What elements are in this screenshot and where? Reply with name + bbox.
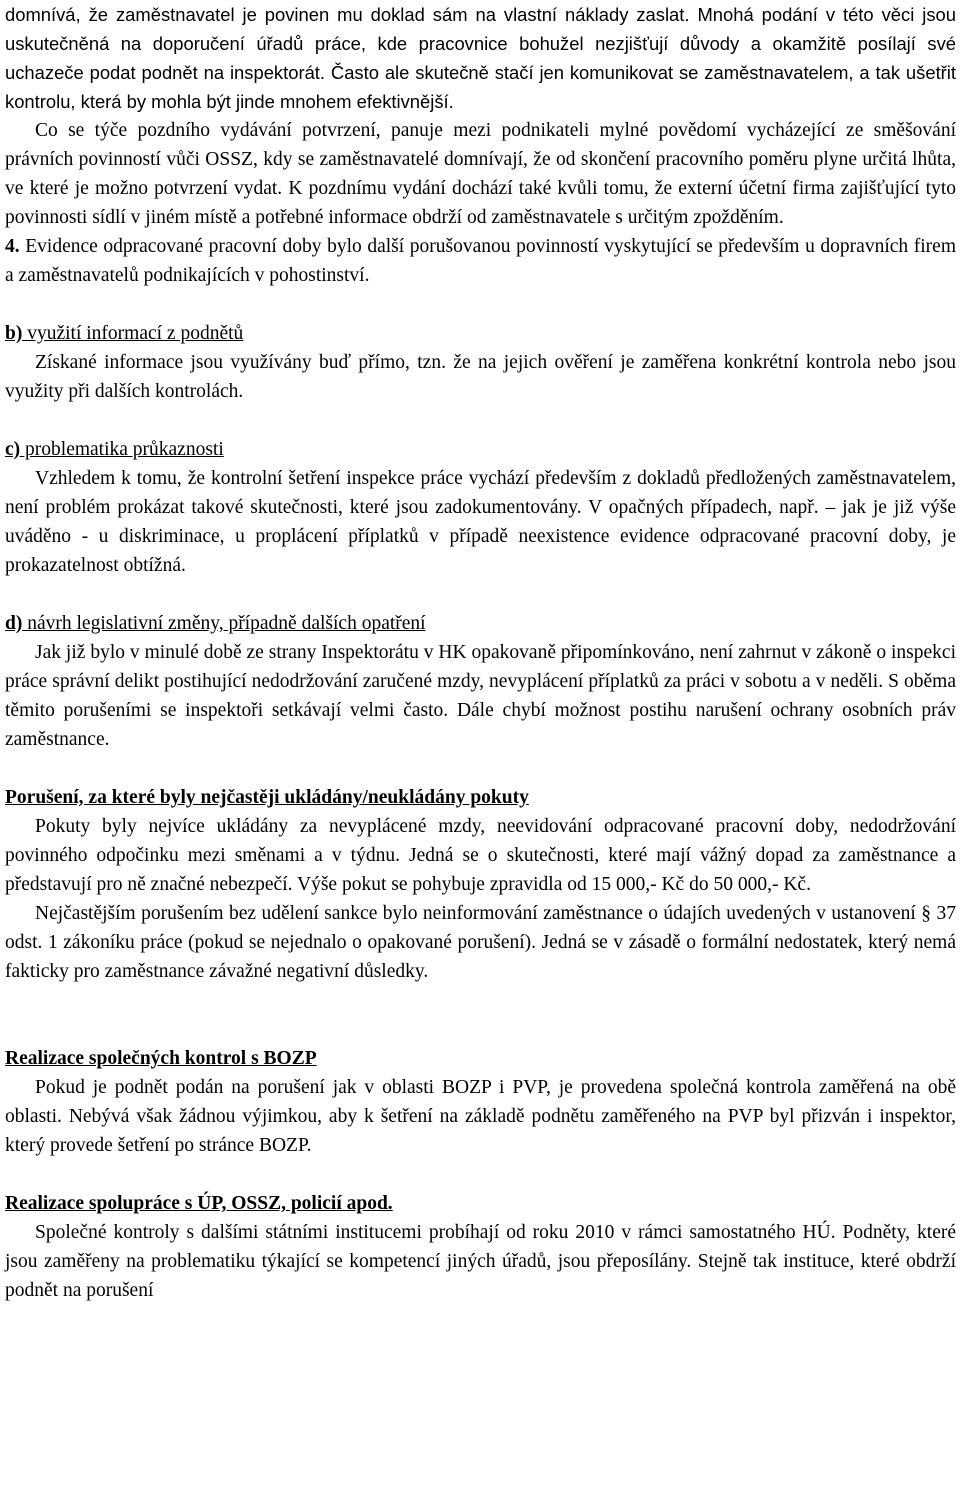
spacer (5, 986, 956, 1044)
spacer (5, 580, 956, 609)
section-d-title: návrh legislativní změny, případně dalších opatření (22, 613, 426, 634)
intro-paragraph: domnívá, že zaměstnavatel je povinen mu doklad sám na vlastní náklady zaslat. Mnohá podání v této věci jsou uskutečněná na doporučení úřadů práce, kde pracovnice bohužel nezjišťují důvody a okamžitě posílají své uchazeče podat podnět na inspektorát. Často ale skutečně stačí jen komunikovat se zaměstnavatelem, a tak ušetřit kontrolu, která by mohla být jinde mnohem efektivnější. (5, 4, 956, 112)
section-c-text: Vzhledem k tomu, že kontrolní šetření inspekce práce vychází především z dokladů předložených zaměstnavatelem, není problém prokázat takové skutečnosti, které jsou zadokumentovány. V opačných případech, např. – jak je již výše uváděno - u diskriminace, u proplácení příplatků v případě neexistence evidence odpracované pracovní doby, je prokazatelnost obtížná. (5, 468, 956, 576)
section-b-letter: b) (5, 323, 23, 344)
spacer (5, 754, 956, 783)
cooperation-heading: Realizace spolupráce s ÚP, OSSZ, policií apod. (5, 1193, 393, 1214)
fines-text-2: Nejčastějším porušením bez udělení sankce bylo neinformování zaměstnance o údajích uvedených v ustanovení § 37 odst. 1 zákoníku práce (pokud se nejednalo o opakované porušení). Jedná se v zásadě o formální nedostatek, který nemá fakticky pro zaměstnance závažné negativní důsledky. (5, 903, 956, 982)
cooperation-text: Společné kontroly s dalšími státními institucemi probíhají od roku 2010 v rámci samostatného HÚ. Podněty, které jsou zaměřeny na problematiku týkající se kompetencí jiných úřadů, jsou přeposílány. Stejně tak instituce, které obdrží podnět na porušení (5, 1222, 956, 1301)
section-c-letter: c) (5, 439, 21, 460)
bozp-text: Pokud je podnět podán na porušení jak v oblasti BOZP i PVP, je provedena společná kontrola zaměřená na obě oblasti. Nebývá však žádnou výjimkou, aby k šetření na základě podnětu zaměřeného na PVP byl přizván i inspektor, který provede šetření po stránce BOZP. (5, 1077, 956, 1156)
spacer (5, 1160, 956, 1189)
section-c-heading (5, 435, 956, 464)
fines-text-1: Pokuty byly nejvíce ukládány za nevyplácené mzdy, neevidování odpracované pracovní doby, nedodržování povinného odpočinku mezi směnami a v týdnu. Jedná se o skutečnosti, které mají vážný dopad za zaměstnance a představují pro ně značné nebezpečí. Výše pokut se pohybuje zpravidla od 15 000,- Kč do 50 000,- Kč. (5, 816, 956, 895)
fines-heading: Porušení, za které byly nejčastěji ukládány/neukládány pokuty (5, 787, 529, 808)
section-d-text: Jak již bylo v minulé době ze strany Inspektorátu v HK opakovaně připomínkováno, není zahrnut v zákoně o inspekci práce správní delikt postihující nedodržování zaručené mzdy, nevyplácení příplatků za práci v sobotu a v neděli. S oběma těmito porušeními se inspektoři setkávají velmi často. Dále chybí možnost postihu narušení ochrany osobních práv zaměstnance. (5, 642, 956, 750)
section-b-title: využití informací z podnětů (22, 323, 244, 344)
section-c-title: problematika průkaznosti (20, 439, 224, 460)
item-4-paragraph (5, 232, 956, 290)
late-confirmation-paragraph: Co se týče pozdního vydávání potvrzení, panuje mezi podnikateli mylné povědomí vycházející ze směšování právních povinností vůči OSSZ, kdy se zaměstnavatelé domnívají, že od skončení pracovního poměru plyne určitá lhůta, ve které je možno potvrzení vydat. K pozdnímu vydání dochází také kvůli tomu, že externí účetní firma zajišťující tyto povinnosti sídlí v jiném místě a potřebné informace obdrží od zaměstnavatele s určitým zpožděním. (5, 120, 956, 228)
section-d-letter: d) (5, 613, 23, 634)
section-b-heading (5, 319, 956, 348)
section-d-heading (5, 609, 956, 638)
spacer (5, 290, 956, 319)
section-b-text: Získané informace jsou využívány buď přímo, tzn. že na jejich ověření je zaměřena konkrétní kontrola nebo jsou využity při dalších kontrolách. (5, 352, 956, 402)
item-4-number: 4. (5, 236, 20, 257)
spacer (5, 406, 956, 435)
bozp-heading: Realizace společných kontrol s BOZP (5, 1048, 317, 1069)
item-4-text: Evidence odpracované pracovní doby bylo další porušovanou povinností vyskytující se především u dopravních firem a zaměstnavatelů podnikajících v pohostinství. (5, 236, 956, 286)
